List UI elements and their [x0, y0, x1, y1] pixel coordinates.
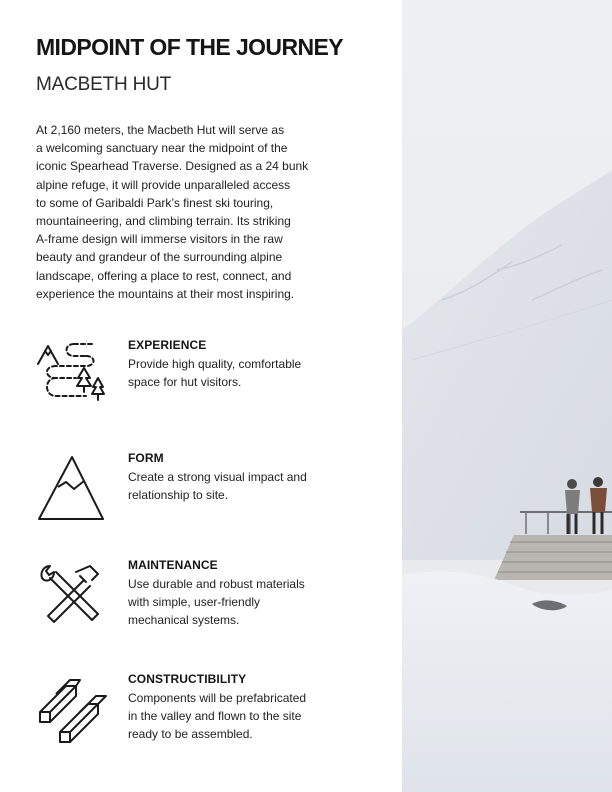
feature-form [36, 451, 366, 531]
mountain-triangle-icon [36, 451, 108, 523]
intro-paragraph [36, 121, 336, 303]
description-line: Use durable and robust materials [128, 577, 305, 591]
prefab-beams-icon [36, 672, 108, 744]
feature-constructibility [36, 672, 366, 752]
intro-line: beauty and grandeur of the surrounding alpine [36, 250, 283, 265]
feature-title: CONSTRUCTIBILITY [128, 672, 247, 686]
intro-line: landscape, offering a place to rest, connect, and [36, 268, 292, 283]
intro-line: a welcoming sanctuary near the midpoint of the [36, 141, 288, 156]
feature-description [128, 575, 358, 630]
wrench-hammer-icon [36, 558, 108, 630]
intro-line: At 2,160 meters, the Macbeth Hut will serve as [36, 123, 285, 137]
feature-maintenance [36, 558, 366, 638]
snowy-mountain-hikers-photo [402, 0, 612, 792]
trail-mountain-trees-icon [36, 338, 108, 410]
feature-description [128, 468, 358, 504]
feature-title: MAINTENANCE [128, 558, 218, 572]
page-subtitle: MACBETH HUT [36, 74, 172, 95]
intro-line: alpine refuge, it will provide unparalleled access [36, 177, 291, 192]
feature-text [128, 338, 358, 391]
description-line: Provide high quality, comfortable [128, 357, 302, 371]
description-line: Components will be prefabricated [128, 691, 307, 705]
feature-title: EXPERIENCE [128, 338, 207, 352]
description-line: space for hut visitors. [128, 375, 242, 390]
intro-line: to some of Garibaldi Park’s finest ski touring, [36, 195, 274, 210]
feature-text [128, 558, 358, 630]
feature-text [128, 672, 358, 744]
feature-text [128, 451, 358, 504]
feature-experience [36, 338, 366, 418]
feature-description [128, 689, 358, 744]
description-line: relationship to site. [128, 488, 229, 503]
description-line: with simple, user-friendly [128, 595, 261, 610]
description-line: ready to be assembled. [128, 727, 253, 742]
intro-line: A-frame design will immerse visitors in the raw [36, 232, 283, 247]
description-line: Create a strong visual impact and [128, 470, 307, 484]
intro-line: mountaineering, and climbing terrain. Its striking [36, 214, 291, 229]
description-line: in the valley and flown to the site [128, 709, 302, 724]
intro-line: experience the mountains at their most inspiring. [36, 286, 295, 301]
intro-line: iconic Spearhead Traverse. Designed as a 24 bunk [36, 159, 309, 174]
feature-description [128, 355, 358, 391]
description-line: mechanical systems. [128, 613, 240, 628]
feature-title: FORM [128, 451, 164, 465]
page-title: MIDPOINT OF THE JOURNEY [36, 34, 343, 60]
